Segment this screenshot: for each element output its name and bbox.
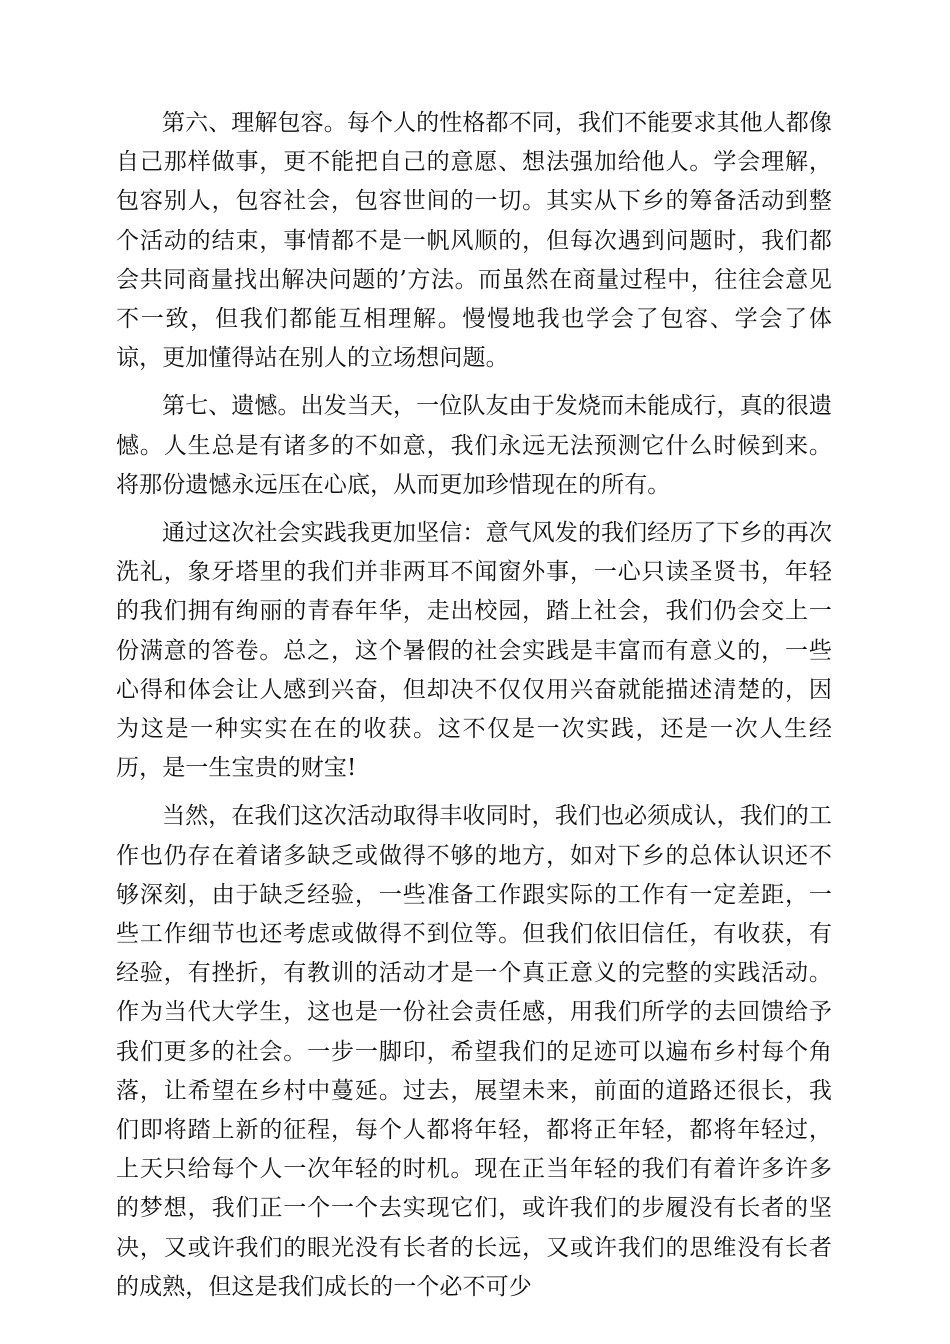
paragraph-conviction: 通过这次社会实践我更加坚信：意气风发的我们经历了下乡的再次洗礼，象牙塔里的我们并非两耳不闻窗外事，一心只读圣贤书，年轻的我们拥有绚丽的青春年华，走出校园，踏上社会，我们仍会交上一份满意的答卷。总之，这个暑假的社会实践是丰富而有意义的，一些心得和体会让人感到兴奋，但却决不仅仅用兴奋就能描述清楚的，因为这是一种实实在在的收获。这不仅是一次实践，还是一次人生经历，是一生宝贵的财宝! [116, 520, 832, 782]
document-body [116, 104, 832, 1316]
paragraph-regret: 第七、遗憾。出发当天，一位队友由于发烧而未能成行，真的很遗憾。人生总是有诸多的不如意，我们永远无法预测它什么时候到来。将那份遗憾永远压在心底，从而更加珍惜现在的所有。 [116, 393, 832, 498]
paragraph-shortcomings: 当然，在我们这次活动取得丰收同时，我们也必须成认，我们的工作也仍存在着诸多缺乏或做得不够的地方，如对下乡的总体认识还不够深刻，由于缺乏经验，一些准备工作跟实际的工作有一定差距，一些工作细节也还考虑或做得不到位等。但我们依旧信任，有收获，有经验，有挫折，有教训的活动才是一个真正意义的完整的实践活动。作为当代大学生，这也是一份社会责任感，用我们所学的去回馈给予我们更多的社会。一步一脚印，希望我们的足迹可以遍布乡村每个角落，让希望在乡村中蔓延。过去，展望未来，前面的道路还很长，我们即将踏上新的征程，每个人都将年轻，都将正年轻，都将年轻过，上天只给每个人一次年轻的时机。现在正当年轻的我们有着许多许多的梦想，我们正一个一个去实现它们，或许我们的步履没有长者的坚决，又或许我们的眼光没有长者的长远，又或许我们的思维没有长者的成熟，但这是我们成长的一个必不可少 [116, 803, 832, 1300]
paragraph-understanding-tolerance: 第六、理解包容。每个人的性格都不同，我们不能要求其他人都像自己那样做事，更不能把自己的意愿、想法强加给他人。学会理解，包容别人，包容社会，包容世间的一切。其实从下乡的筹备活动到整个活动的结束，事情都不是一帆风顺的，但每次遇到问题时，我们都会共同商量找出解决问题的’方法。而虽然在商量过程中，往往会意见不一致，但我们都能互相理解。慢慢地我也学会了包容、学会了体谅，更加懂得站在别人的立场想问题。 [116, 110, 832, 372]
